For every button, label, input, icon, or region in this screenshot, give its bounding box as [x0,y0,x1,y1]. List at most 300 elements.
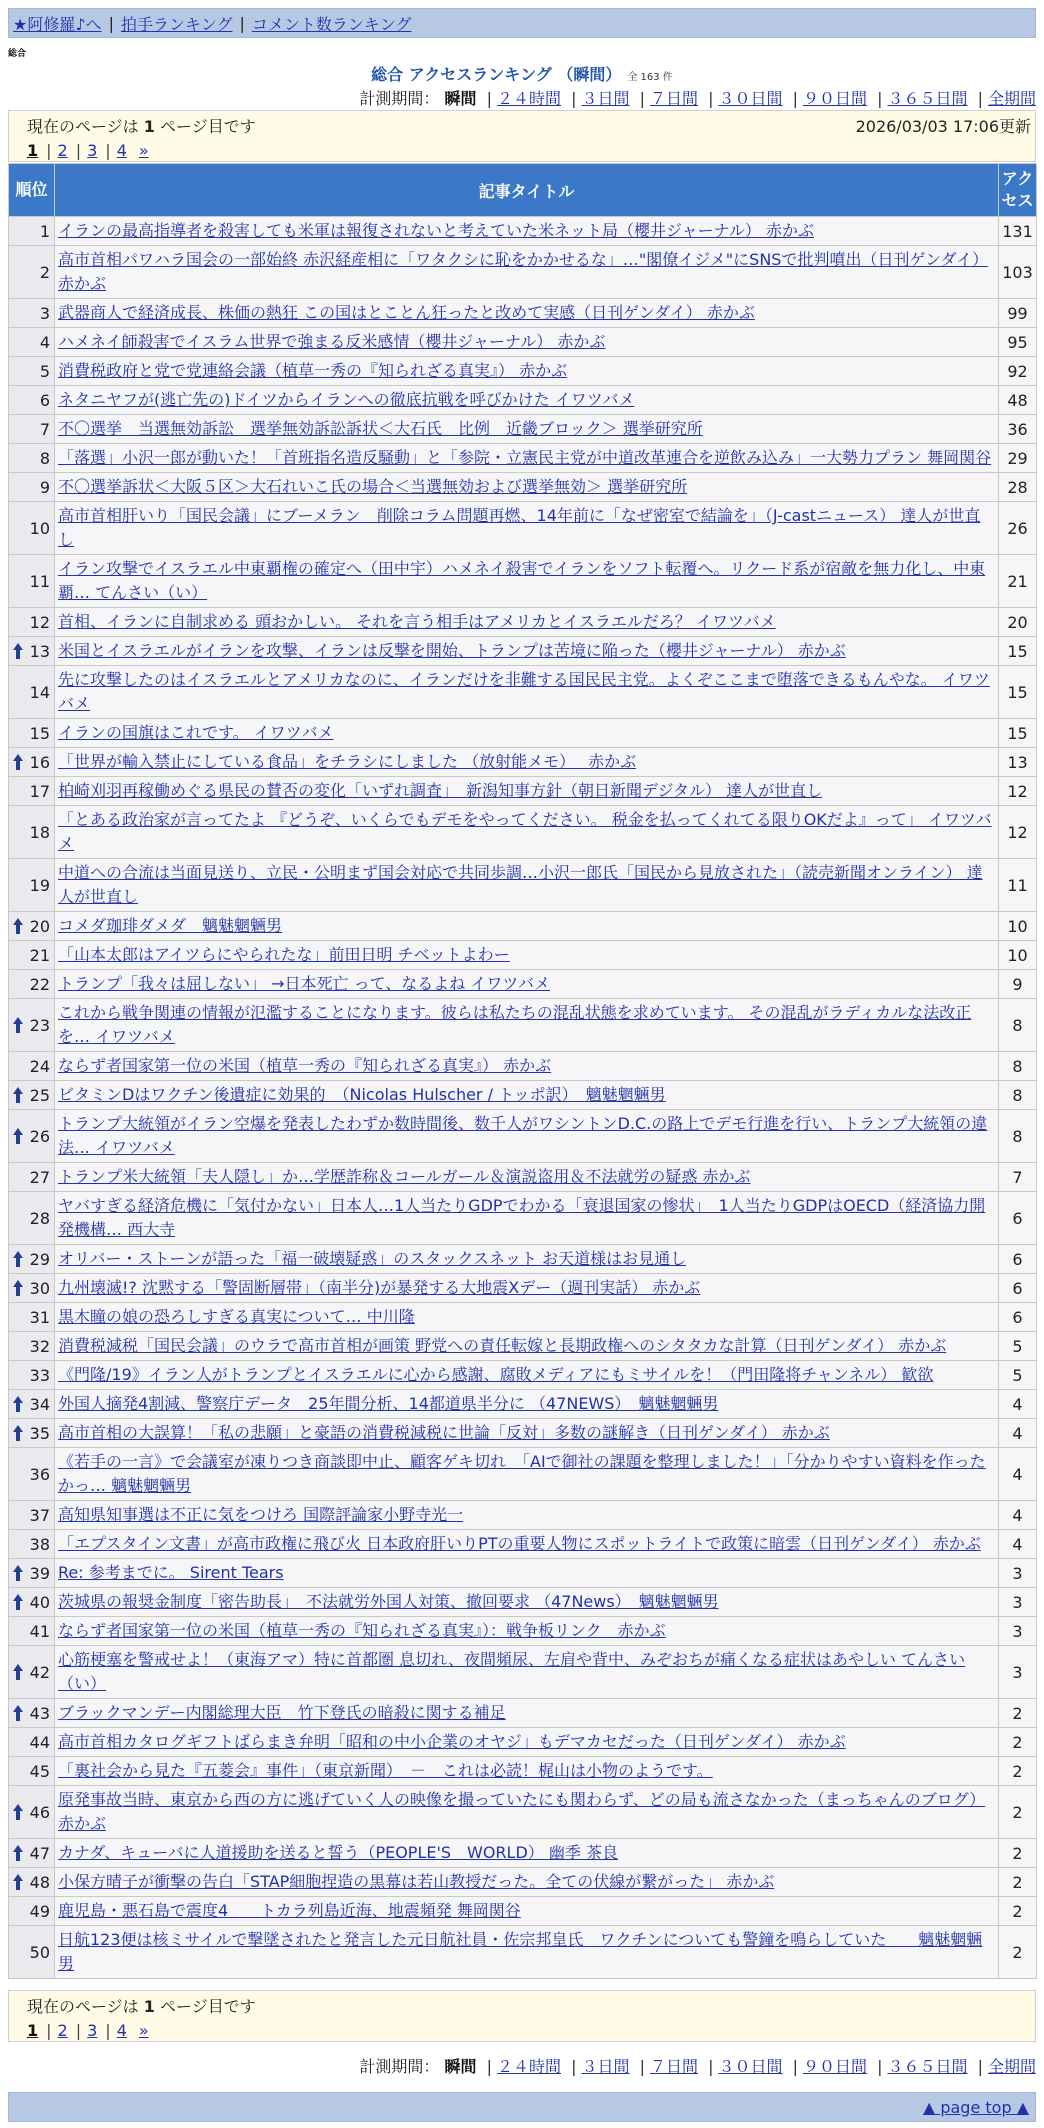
period-365d-link[interactable]: ３６５日間 [887,89,968,108]
rank-cell [9,608,55,637]
article-title-link[interactable]: 茨城県の報奨金制度「密告助長」 不法就労外国人対策、撤回要求 （47News） 魑魅魍魎男 [58,1592,719,1611]
access-count: 3 [999,1646,1037,1699]
table-row [9,1419,1037,1448]
article-title-link[interactable]: オリバー・ストーンが語った「福一破壊疑惑」のスタックスネット お天道様はお見通し [58,1249,687,1268]
article-title-link[interactable]: ハメネイ師殺害でイスラム世界で強まる反米感情（櫻井ジャーナル） 赤かぶ [58,332,606,351]
next-page-link[interactable]: » [138,2020,149,2040]
access-count: 6 [999,1274,1037,1303]
article-title-link[interactable]: コメダ珈琲ダメダ 魑魅魍魎男 [58,916,283,935]
rank-number: 37 [29,1505,50,1525]
access-count: 5 [999,1361,1037,1390]
rank-number: 10 [29,518,50,538]
access-count: 6 [999,1303,1037,1332]
rank-number: 32 [29,1336,50,1356]
rank-cell [9,1052,55,1081]
article-title-link[interactable]: 消費税減税「国民会議」のウラで高市首相が画策 野党への責任転嫁と長期政権へのシタタカな計算（日刊ゲンダイ） 赤かぶ [58,1336,947,1355]
period-24h-link[interactable]: ２４時間 [496,2057,561,2076]
table-row [9,608,1037,637]
rank-cell [9,912,55,941]
access-count: 2 [999,1728,1037,1757]
table-row [9,1192,1037,1245]
rank-cell [9,1274,55,1303]
article-title-link[interactable]: 高市首相カタログギフトばらまき弁明「昭和の中小企業のオヤジ」もデマカセだった（日刊ゲンダイ） 赤かぶ [58,1732,846,1751]
table-row [9,1332,1037,1361]
rank-cell [9,1757,55,1786]
table-row [9,1588,1037,1617]
rank-number: 20 [29,916,50,936]
pager-top [8,110,1036,162]
rank-number: 31 [29,1307,50,1327]
rank-number: 6 [39,390,50,410]
page-link-4[interactable]: 4 [116,140,127,160]
period-7d-link[interactable]: ７日間 [649,89,698,108]
rank-number: 38 [29,1534,50,1554]
rank-cell [9,1786,55,1839]
access-count: 2 [999,1868,1037,1897]
rank-up-arrow-icon [13,1874,23,1890]
table-row [9,1897,1037,1926]
rank-cell [9,1448,55,1501]
title-cell [55,1303,999,1332]
title-cell [55,1274,999,1303]
rank-cell [9,1501,55,1530]
period-7d-link[interactable]: ７日間 [649,2057,698,2076]
title-cell [55,1448,999,1501]
period-3d-link[interactable]: ３日間 [581,2057,630,2076]
access-count: 10 [999,912,1037,941]
table-row [9,1559,1037,1588]
rank-up-arrow-icon [13,1251,23,1267]
access-count: 4 [999,1390,1037,1419]
period-selector-bottom: 計測期間： 瞬間 | ２４時間 | ３日間 | ７日間 | ３０日間 | ９０日間 | ３６５日間 | 全期間 [359,2057,1036,2076]
rank-number: 15 [29,723,50,743]
rank-number: 35 [29,1423,50,1443]
table-row [9,1274,1037,1303]
rank-cell [9,999,55,1052]
period-all-link[interactable]: 全期間 [987,89,1036,108]
access-count: 4 [999,1419,1037,1448]
access-count: 21 [999,555,1037,608]
title-cell [55,1559,999,1588]
next-page-link[interactable]: » [138,140,149,160]
article-title-link[interactable]: 小保方晴子が衝撃の告白「STAP細胞捏造の黒幕は若山教授だった。全ての伏線が繋がった」 赤かぶ [58,1872,775,1891]
rank-up-arrow-icon [13,1804,23,1820]
article-title-link[interactable]: 柏崎刈羽再稼働めぐる県民の賛否の変化「いずれ調査」 新潟知事方針（朝日新聞デジタル） 達人が世直し [58,781,823,800]
rank-cell [9,748,55,777]
title-cell [55,473,999,502]
title-cell [55,912,999,941]
title-cell [55,1501,999,1530]
table-row [9,1728,1037,1757]
page-status: 現在のページは 1 ページ目です [27,1996,256,2016]
rank-number: 5 [39,361,50,381]
period-current: 瞬間 [444,2057,477,2076]
home-link[interactable]: ★阿修羅♪へ [13,14,102,34]
table-row [9,666,1037,719]
rank-number: 22 [29,974,50,994]
access-count: 4 [999,1530,1037,1559]
access-count: 15 [999,719,1037,748]
title-cell [55,386,999,415]
table-row [9,473,1037,502]
rank-number: 36 [29,1464,50,1484]
article-title-link[interactable]: 高市首相の大誤算！「私の悲願」と豪語の消費税減税に世論「反対」多数の謎解き（日刊ゲンダイ） 赤かぶ [58,1423,830,1442]
article-title-link[interactable]: ならず者国家第一位の米国（植草一秀の『知られざる真実』） 赤かぶ [58,1056,552,1075]
access-count: 9 [999,970,1037,999]
access-count: 6 [999,1192,1037,1245]
rank-number: 19 [29,875,50,895]
access-count: 95 [999,328,1037,357]
table-row [9,1245,1037,1274]
page-links: 1 | 2 | 3 | 4 » [27,2020,149,2040]
title-cell [55,1839,999,1868]
rank-number: 18 [29,822,50,842]
table-row [9,1699,1037,1728]
rank-number: 17 [29,781,50,801]
rank-cell [9,1617,55,1646]
access-header: アクセス [999,164,1037,217]
article-title-link[interactable]: トランプ大統領がイラン空爆を発表したわずか数時間後、数千人がワシントンD.C.の路上でデモ行進を行い、トランプ大統領の違法… イワツバメ [58,1114,988,1157]
title-cell [55,1081,999,1110]
article-title-link[interactable]: イランの国旗はこれです。 イワツバメ [58,723,334,742]
article-title-link[interactable]: 高市首相肝いり「国民会議」にブーメラン 削除コラム問題再燃、14年前に「なぜ密室で結論を」（J-castニュース） 達人が世直し [58,506,981,549]
access-count: 103 [999,246,1037,299]
rank-number: 21 [29,945,50,965]
rank-cell [9,555,55,608]
article-title-link[interactable]: 「とある政治家が言ってたよ 『どうぞ、いくらでもデモをやってください。 税金を払ってくれてる限りOKだよ』って」 イワツバメ [58,810,992,853]
table-row [9,1448,1037,1501]
access-count: 4 [999,1448,1037,1501]
access-count: 2 [999,1897,1037,1926]
article-title-link[interactable]: Re: 参考までに。 Sirent Tears [58,1563,284,1582]
article-title-link[interactable]: 外国人摘発4割減、警察庁データ 25年間分析、14都道県半分に （47NEWS） 魑魅魍魎男 [58,1394,719,1413]
access-count: 7 [999,1163,1037,1192]
table-row [9,555,1037,608]
table-row [9,217,1037,246]
table-row [9,1303,1037,1332]
page-link-2[interactable]: 2 [57,2020,68,2040]
rank-number: 34 [29,1394,50,1414]
table-row [9,859,1037,912]
page-top-link[interactable]: ▲ page top ▲ [922,2097,1029,2117]
page-link-1[interactable]: 1 [27,140,39,160]
page-link-3[interactable]: 3 [87,140,98,160]
rank-number: 40 [29,1592,50,1612]
period-selector-top: 計測期間： 瞬間 | ２４時間 | ３日間 | ７日間 | ３０日間 | ９０日間 | ３６５日間 | 全期間 [359,89,1036,108]
page-link-1[interactable]: 1 [27,2020,39,2040]
rank-cell [9,1332,55,1361]
rank-number: 24 [29,1056,50,1076]
period-current: 瞬間 [444,89,477,108]
rank-number: 23 [29,1015,50,1035]
article-title-link[interactable]: 「裏社会から見た『五菱会』事件」（東京新聞） － これは必読！梶山は小物のようです。 [58,1761,713,1780]
rank-number: 8 [39,448,50,468]
table-row [9,444,1037,473]
rank-cell [9,666,55,719]
rank-cell [9,386,55,415]
ranking-title: 総合 アクセスランキング （瞬間） [371,65,622,84]
rank-cell [9,217,55,246]
access-count: 12 [999,806,1037,859]
rank-header: 順位 [9,164,55,217]
rank-number: 44 [29,1732,50,1752]
breadcrumb: 総合 [8,49,27,59]
access-count: 92 [999,357,1037,386]
article-title-link[interactable]: イランの最高指導者を殺害しても米軍は報復されないと考えていた米ネット局（櫻井ジャーナル） 赤かぶ [58,221,814,240]
rank-cell [9,473,55,502]
page-link-2[interactable]: 2 [57,140,68,160]
rank-cell [9,806,55,859]
access-count: 3 [999,1588,1037,1617]
article-title-link[interactable]: 高知県知事選は不正に気をつけろ 国際評論家小野寺光一 [58,1505,464,1524]
rank-number: 30 [29,1278,50,1298]
title-cell [55,1530,999,1559]
rank-number: 27 [29,1167,50,1187]
article-title-link[interactable]: 九州壊滅!? 沈黙する「警固断層帯」（南半分)が暴発する大地震Xデー（週刊実話） 赤かぶ [58,1278,701,1297]
access-count: 8 [999,999,1037,1052]
rank-number: 26 [29,1126,50,1146]
rank-number: 1 [39,221,50,241]
table-row [9,1163,1037,1192]
table-row [9,1617,1037,1646]
article-title-link[interactable]: これから戦争関連の情報が氾濫することになります。彼らは私たちの混乱状態を求めています。 その混乱がラディカルな法改正を… イワツバメ [58,1003,972,1046]
page-link-3[interactable]: 3 [87,2020,98,2040]
access-count: 131 [999,217,1037,246]
rank-number: 29 [29,1249,50,1269]
rank-number: 11 [29,571,50,591]
table-row [9,328,1037,357]
rank-number: 46 [29,1802,50,1822]
period-90d-link[interactable]: ９０日間 [802,2057,867,2076]
table-row [9,777,1037,806]
article-title-link[interactable]: 先に攻撃したのはイスラエルとアメリカなのに、イランだけを非難する国民民主党。よくぞここまで堕落できるもんやな。 イワツバメ [58,670,990,713]
nav-separator: | [239,13,245,33]
table-row [9,1530,1037,1559]
article-title-link[interactable]: 「落選」小沢一郎が動いた！「首班指名造反騒動」と「参院・立憲民主党が中道改革連合を逆飲み込み」一大勢力プラン 舞岡関谷 [58,448,992,467]
title-cell [55,444,999,473]
access-count: 5 [999,1332,1037,1361]
article-title-link[interactable]: 鹿児島・悪石島で震度4 トカラ列島近海、地震頻発 舞岡関谷 [58,1901,521,1920]
title-cell [55,748,999,777]
table-row [9,1757,1037,1786]
access-count: 13 [999,748,1037,777]
title-cell [55,608,999,637]
article-title-link[interactable]: 米国とイスラエルがイランを攻撃、イランは反撃を開始、トランプは苦境に陥った（櫻井ジャーナル） 赤かぶ [58,641,846,660]
title-cell [55,859,999,912]
article-title-link[interactable]: トランプ「我々は屈しない」 →日本死亡 って、なるよね イワツバメ [58,974,551,993]
ranking-table [8,163,1037,1979]
title-cell [55,357,999,386]
access-count: 8 [999,1081,1037,1110]
rank-cell [9,1559,55,1588]
rank-number: 41 [29,1621,50,1641]
article-title-link[interactable]: 「エプスタイン文書」が高市政権に飛び火 日本政府肝いりPTの重要人物にスポットライトで政策に暗雲（日刊ゲンダイ） 赤かぶ [58,1534,981,1553]
rank-cell [9,1245,55,1274]
nav-separator: | [108,13,114,33]
table-row [9,1926,1037,1979]
access-count: 2 [999,1699,1037,1728]
rank-number: 13 [29,641,50,661]
table-row [9,1361,1037,1390]
title-cell [55,999,999,1052]
rank-cell [9,859,55,912]
title-cell [55,1926,999,1979]
article-title-link[interactable]: ブラックマンデー内閣総理大臣 竹下登氏の暗殺に関する補足 [58,1703,506,1722]
rank-up-arrow-icon [13,1705,23,1721]
title-cell [55,1897,999,1926]
period-24h-link[interactable]: ２４時間 [496,89,561,108]
table-row [9,1839,1037,1868]
rank-cell [9,415,55,444]
rank-cell [9,357,55,386]
title-cell [55,666,999,719]
article-title-link[interactable]: ならず者国家第一位の米国（植草一秀の『知られざる真実』）：戦争板リンク 赤かぶ [58,1621,666,1640]
access-count: 48 [999,386,1037,415]
rank-up-arrow-icon [13,643,23,659]
title-cell [55,1361,999,1390]
bottom-bar [8,2092,1036,2122]
article-title-link[interactable]: 中道への合流は当面見送り、立民・公明まず国会対応で共同歩調…小沢一郎氏「国民から見放された」（読売新聞オンライン） 達人が世直し [58,863,983,906]
top-nav-bar [8,8,1036,38]
table-row [9,1110,1037,1163]
rank-up-arrow-icon [13,1845,23,1861]
table-row [9,386,1037,415]
rank-cell [9,1926,55,1979]
table-row [9,970,1037,999]
period-30d-link[interactable]: ３０日間 [718,89,783,108]
rank-cell [9,1728,55,1757]
article-title-link[interactable]: 不〇選挙訴状＜大阪５区＞大石れいこ氏の場合＜当選無効および選挙無効＞ 選挙研究所 [58,477,688,496]
comment-ranking-link[interactable]: コメント数ランキング [251,14,412,34]
access-count: 20 [999,608,1037,637]
access-count: 26 [999,502,1037,555]
rank-number: 43 [29,1703,50,1723]
rank-up-arrow-icon [13,918,23,934]
rank-cell [9,1110,55,1163]
access-count: 3 [999,1559,1037,1588]
period-30d-link[interactable]: ３０日間 [718,2057,783,2076]
article-title-link[interactable]: 「世界が輸入禁止にしている食品」をチラシにしました （放射能メモ） 赤かぶ [58,752,637,771]
rank-cell [9,1839,55,1868]
access-count: 99 [999,299,1037,328]
rank-number: 50 [29,1942,50,1962]
table-row [9,941,1037,970]
access-count: 12 [999,777,1037,806]
article-title-link[interactable]: 《門隆/19》イラン人がトランプとイスラエルに心から感謝、腐敗メディアにもミサイルを！（門田隆将チャンネル） 歓欲 [58,1365,934,1384]
table-row [9,1081,1037,1110]
article-title-link[interactable]: 首相、イランに自制求める 頭おかしい。 それを言う相手はアメリカとイスラエルだろ？ イワツバメ [58,612,776,631]
table-row [9,719,1037,748]
rank-up-arrow-icon [13,1128,23,1144]
article-title-link[interactable]: 「山本太郎はアイツらにやられたな」前田日明 チベットよわー [58,945,510,964]
article-title-link[interactable]: 武器商人で経済成長、株価の熱狂 この国はとことん狂ったと改めて実感（日刊ゲンダイ） 赤かぶ [58,303,755,322]
page-links: 1 | 2 | 3 | 4 » [27,140,149,160]
table-row [9,637,1037,666]
article-title-link[interactable]: イラン攻撃でイスラエル中東覇権の確定へ（田中宇）ハメネイ殺害でイランをソフト転覆へ。リクード系が宿敵を無力化し、中東覇… てんさい（い） [58,559,986,602]
article-title-link[interactable]: 《若手の一言》で会議室が凍りつき商談即中止、顧客ゲキ切れ 「AIで御社の課題を整理しました！」｢分かりやすい資料を作ったかっ… 魑魅魍魎男 [58,1452,986,1495]
access-count: 36 [999,415,1037,444]
title-cell [55,1192,999,1245]
title-cell [55,502,999,555]
access-count: 15 [999,666,1037,719]
table-row [9,1646,1037,1699]
rank-up-arrow-icon [13,754,23,770]
access-count: 6 [999,1245,1037,1274]
title-cell [55,1110,999,1163]
article-title-link[interactable]: 不〇選挙 当選無効訴訟 選挙無効訴訟訴状＜大石氏 比例 近畿ブロック＞ 選挙研究所 [58,419,703,438]
table-row [9,1052,1037,1081]
rank-up-arrow-icon [13,1565,23,1581]
period-label: 計測期間： [359,2057,440,2076]
page-title [0,62,1044,85]
rank-cell [9,1530,55,1559]
article-title-link[interactable]: トランプ米大統領「夫人隠し」か…学歴詐称＆コールガール＆演説盗用＆不法就労の疑惑 赤かぶ [58,1167,751,1186]
period-all-link[interactable]: 全期間 [987,2057,1036,2076]
page-link-4[interactable]: 4 [116,2020,127,2040]
table-row [9,1786,1037,1839]
rank-number: 45 [29,1761,50,1781]
article-title-link[interactable]: 高市首相パワハラ国会の一部始終 赤沢経産相に「ワタクシに恥をかかせるな」…"閣僚イジメ"にSNSで批判噴出（日刊ゲンダイ） 赤かぶ [58,250,989,293]
table-row [9,299,1037,328]
table-row [9,415,1037,444]
table-row [9,1868,1037,1897]
rank-cell [9,777,55,806]
rank-cell [9,941,55,970]
article-title-link[interactable]: 原発事故当時、東京から西の方に逃げていく人の映像を撮っていたにも関わらず、どの局も流さなかった（まっちゃんのブログ） 赤かぶ [58,1790,986,1833]
title-cell [55,1163,999,1192]
title-cell [55,1332,999,1361]
title-cell [55,1786,999,1839]
rank-number: 14 [29,682,50,702]
article-title-link[interactable]: 日航123便は核ミサイルで撃墜されたと発言した元日航社員・佐宗邦皇氏 ワクチンについても警鐘を鳴らしていた 魑魅魍魎男 [58,1930,983,1973]
rank-number: 39 [29,1563,50,1583]
title-cell [55,806,999,859]
article-title-link[interactable]: 消費税政府と党で党連絡会議（植草一秀の『知られざる真実』） 赤かぶ [58,361,568,380]
title-cell [55,1245,999,1274]
rank-number: 47 [29,1843,50,1863]
rank-number: 12 [29,612,50,632]
title-header: 記事タイトル [55,164,999,217]
title-cell [55,1419,999,1448]
table-row [9,1501,1037,1530]
period-365d-link[interactable]: ３６５日間 [887,2057,968,2076]
rank-number: 2 [39,262,50,282]
article-title-link[interactable]: 黒木瞳の娘の恐ろしすぎる真実について… 中川隆 [58,1307,415,1326]
title-cell [55,777,999,806]
rank-cell [9,1390,55,1419]
applause-ranking-link[interactable]: 拍手ランキング [120,14,233,34]
article-title-link[interactable]: ネタニヤフが(逃亡先の)ドイツからイランへの徹底抗戦を呼びかけた イワツバメ [58,390,635,409]
period-3d-link[interactable]: ３日間 [581,89,630,108]
article-title-link[interactable]: 心筋梗塞を警戒せよ！（東海アマ）特に首都圏 息切れ、夜間頻尿、左肩や背中、みぞおちが痛くなる症状はあやしい てんさい（い） [58,1650,966,1693]
rank-number: 25 [29,1085,50,1105]
table-row [9,999,1037,1052]
total-count: 全 163 件 [627,72,673,83]
title-cell [55,1757,999,1786]
rank-up-arrow-icon [13,1280,23,1296]
rank-number: 16 [29,752,50,772]
article-title-link[interactable]: ビタミンDはワクチン後遺症に効果的 （Nicolas Hulscher / トッポ訳） 魑魅魍魎男 [58,1085,666,1104]
period-90d-link[interactable]: ９０日間 [802,89,867,108]
rank-up-arrow-icon [13,1396,23,1412]
article-title-link[interactable]: カナダ、キューバに人道援助を送ると誓う（PEOPLE'S WORLD） 幽季 茶良 [58,1843,618,1862]
table-row [9,748,1037,777]
title-cell [55,415,999,444]
article-title-link[interactable]: ヤバすぎる経済危機に「気付かない」日本人…1人当たりGDPでわかる「衰退国家の惨状」 1人当たりGDPはOECD（経済協力開発機構… 西大寺 [58,1196,986,1239]
rank-up-arrow-icon [13,1425,23,1441]
access-count: 2 [999,1786,1037,1839]
access-count: 3 [999,1617,1037,1646]
